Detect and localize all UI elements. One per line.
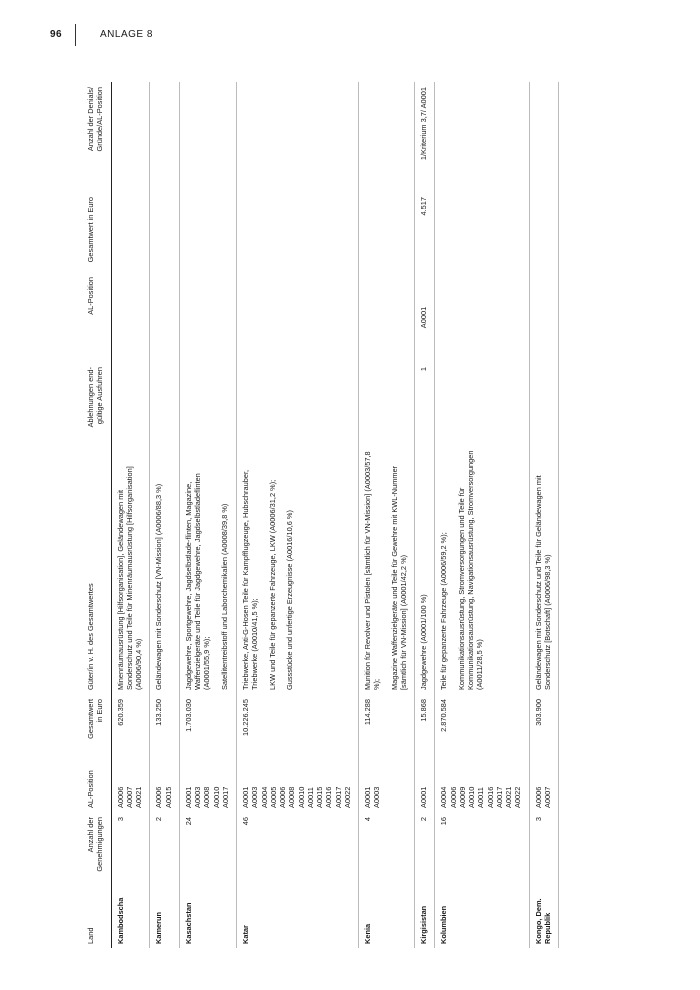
cell-al-position-2 [435,272,529,362]
goods-entry: LKW und Teile für gepanzerte Fahrzeuge, LKW (A0006/31,2 %); [267,479,277,690]
al-position-item: A0011 [476,787,486,808]
header-divider [75,24,76,46]
table-row [179,82,236,948]
cell-land: Kamerun [150,878,180,948]
goods-entry: Kommunikationsausrüstung, Stromversorgungen und Teile für Kommunikationsausrüstung, Navigationsausrüstung, Stromversorgungen (A0011/28,5 %) [456,450,484,690]
col-header-anzahl: Anzahl der Genehmigungen [82,812,111,878]
al-position-item: A0015 [163,786,173,808]
cell-land: Kambodscha [111,878,150,948]
cell-gueter [179,442,236,694]
cell-denials [150,82,180,192]
al-position-item: A0021 [134,786,143,808]
cell-al-position-2 [529,272,559,362]
al-position-item: A0010 [467,786,476,808]
al-position-item: A0016 [485,786,495,808]
cell-anzahl: 3 [529,812,559,878]
al-position-item: A0006 [115,786,125,808]
goods-entry: Triebwerke, Anti-G-Hosen Teile für Kampfflugzeuge, Hubschrauber, Triebwerke (A0010/41,5 %); [241,469,260,690]
al-position-item: A0001 [419,786,428,808]
cell-gueter [237,442,359,694]
al-position-item: A0003 [250,786,260,808]
cell-gueter [415,442,435,694]
al-position-item: A0011 [305,787,315,808]
col-header-al-position-2: AL-Position [82,272,111,362]
col-header-gesamtwert-2: Gesamtwert in Euro [82,192,111,272]
al-position-item: A0006 [448,786,458,808]
cell-gesamtwert: 620.359 [111,694,150,750]
al-position-item: A0004 [439,786,449,808]
goods-entry: Satellitentreibstoff und Laborchemikalien (A0008/39,8 %) [219,503,229,690]
cell-land: Kenia [359,878,415,948]
al-position-item: A0022 [513,786,523,808]
cell-anzahl: 2 [415,812,435,878]
cell-al-positions [529,750,559,812]
goods-entry: Geländewagen mit Sonderschutz [VN-Mission] (A0006/88,3 %) [154,483,164,690]
cell-gesamtwert: 10.226.245 [237,694,359,750]
cell-al-positions [179,750,236,812]
al-position-item: A0015 [315,786,324,808]
goods-entry: Munition für Revolver und Pistolen [sämtlich für VN-Mission] (A0003/57,8 %); [363,451,382,690]
cell-ablehnungen [111,362,150,442]
table-row [415,82,435,948]
cell-anzahl: 24 [179,812,236,878]
goods-entry: Gussstücke und unfertige Erzeugnisse (A0016/10,6 %) [284,510,294,690]
cell-denials [529,82,559,192]
cell-gueter [435,442,529,694]
al-position-item: A0005 [268,786,278,808]
table-row [359,82,415,948]
cell-denials [179,82,236,192]
cell-denials [237,82,359,192]
goods-entry: Teile für gepanzerte Fahrzeuge (A0006/59,2 %); [439,532,449,690]
cell-gesamtwert-2 [179,192,236,272]
al-position-item: A0006 [154,786,164,808]
cell-gesamtwert-2: 4.517 [415,192,435,272]
cell-gesamtwert-2 [150,192,180,272]
page-number: 96 [50,29,63,40]
cell-ablehnungen [529,362,559,442]
goods-entry: Jagdgewehre, Sportgewehre, Jagdselbstlade-flinten, Magazine, Waffenzielgeräte und Teile für Jagdgewehre, Jagdselbstladeflinten (A0001/55,9 %); [183,473,212,690]
al-position-item: A0004 [259,786,269,808]
cell-gesamtwert: 15.868 [415,694,435,750]
cell-land: Kolumbien [435,878,529,948]
cell-ablehnungen: 1 [415,362,435,442]
cell-gueter [150,442,180,694]
al-position-item: A0001 [363,786,372,808]
table-row [150,82,180,948]
cell-land: Kongo, Dem. Republik [529,878,559,948]
table-row [435,82,529,948]
al-position-item: A0003 [193,786,202,808]
al-position-item: A0021 [504,786,513,808]
goods-entry: Magazine Waffenzielgeräte und Teile für Gewehre mit KWL-Nummer [sämtlich für VN-Mission] (A0001/42,2 %) [389,465,408,690]
cell-gesamtwert-2 [111,192,150,272]
cell-al-position-2 [179,272,236,362]
col-header-gesamtwert: Gesamtwert in Euro [82,694,111,750]
al-position-item: A0010 [211,786,221,808]
cell-al-position-2 [359,272,415,362]
cell-gueter [359,442,415,694]
cell-al-positions [150,750,180,812]
al-position-item: A0008 [287,786,297,808]
cell-al-position-2: A0001 [415,272,435,362]
al-position-item: A0001 [241,786,250,808]
table-body [111,82,559,948]
cell-gesamtwert-2 [359,192,415,272]
cell-gesamtwert: 133.250 [150,694,180,750]
al-position-item: A0009 [457,786,467,808]
table-header-row [82,82,111,948]
cell-anzahl: 46 [237,812,359,878]
cell-ablehnungen [435,362,529,442]
goods-entry: Minenräumausrüstung [Hilfsorganisation], Geländewagen mit Sonderschutz und Teile für Minenräumausrüstung [Hilfsorganisation] (A0006/90,4 %) [115,466,143,690]
col-header-land: Land [82,878,111,948]
cell-ablehnungen [150,362,180,442]
al-position-item: A0017 [220,786,230,808]
cell-ablehnungen [179,362,236,442]
cell-denials [111,82,150,192]
table-row [237,82,359,948]
col-header-ablehnungen: Ablehnungen end-gültige Ausfuhren [82,362,111,442]
page-title: ANLAGE 8 [100,29,153,40]
al-position-item: A0022 [342,786,352,808]
cell-gesamtwert-2 [529,192,559,272]
al-position-item: A0017 [494,786,504,808]
al-position-item: A0016 [324,786,334,808]
cell-al-positions [359,750,415,812]
cell-ablehnungen [237,362,359,442]
cell-denials [435,82,529,192]
col-header-gueter: Güter/in v. H. des Gesamtwertes [82,442,111,694]
goods-entry: Jagdgewehre (A0001/100 %) [419,594,428,690]
cell-ablehnungen [359,362,415,442]
goods-entry: Geländewagen mit Sonderschutz und Teile für Geländewagen mit Sonderschutz [Botschaft] (A0006/98,3 %) [533,475,552,690]
al-position-item: A0006 [278,786,287,808]
table-row [111,82,150,948]
al-position-item: A0008 [202,786,212,808]
cell-gesamtwert-2 [435,192,529,272]
table-row [529,82,559,948]
cell-land: Katar [237,878,359,948]
cell-al-position-2 [150,272,180,362]
al-position-item: A0007 [542,786,552,808]
al-position-item: A0003 [372,786,382,808]
cell-gueter [529,442,559,694]
cell-gesamtwert: 2.870.584 [435,694,529,750]
al-position-item: A0010 [296,786,306,808]
rotated-table-container [82,82,652,948]
cell-al-position-2 [237,272,359,362]
cell-land: Kasachstan [179,878,236,948]
cell-anzahl: 16 [435,812,529,878]
cell-gesamtwert: 114.288 [359,694,415,750]
cell-denials: 1/Kriterium 3,7/ A0001 [415,82,435,192]
cell-gesamtwert-2 [237,192,359,272]
cell-al-position-2 [111,272,150,362]
cell-anzahl: 3 [111,812,150,878]
cell-al-positions [435,750,529,812]
cell-anzahl: 2 [150,812,180,878]
cell-gueter [111,442,150,694]
al-position-item: A0001 [183,786,193,808]
al-position-item: A0007 [124,786,134,808]
cell-al-positions [237,750,359,812]
al-position-item: A0017 [333,786,343,808]
cell-land: Kirgisistan [415,878,435,948]
cell-denials [359,82,415,192]
cell-gesamtwert: 1.703.030 [179,694,236,750]
cell-anzahl: 4 [359,812,415,878]
al-position-item: A0006 [533,786,543,808]
cell-al-positions [415,750,435,812]
col-header-al-position: AL-Position [82,750,111,812]
cell-gesamtwert: 303.900 [529,694,559,750]
export-table [82,82,559,948]
cell-al-positions [111,750,150,812]
col-header-denials: Anzahl der Denials/ Gründe/AL-Position [82,82,111,192]
